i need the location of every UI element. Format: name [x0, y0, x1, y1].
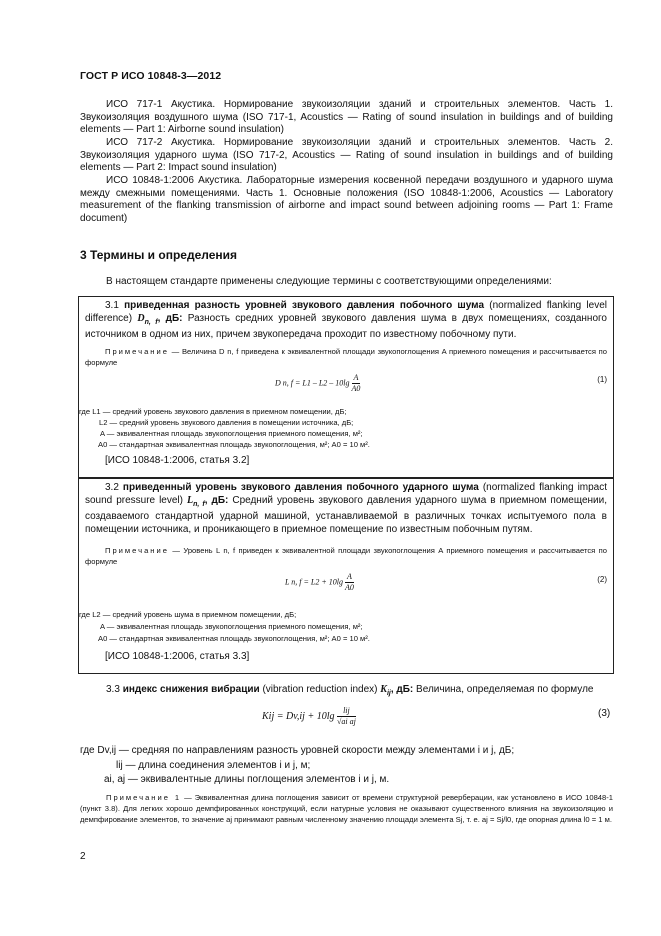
- term-name: приведенный уровень звукового давления побочного ударного шума: [122, 482, 479, 493]
- term-symbol-sub: n, f: [193, 500, 205, 508]
- where-line: где L2 — средний уровень шума в приемном помещении, дБ;: [79, 610, 297, 619]
- term-number: 3.3: [106, 684, 120, 695]
- reference-iso-717-2: ИСО 717-2 Акустика. Нормирование звукоизоляции зданий и строительных элементов. Часть 2. Звукоизоляция ударного шума (ISO 717-2, Acoustics — Rating of sound insulation in buildings and of building elements — Part 2: Impact sound insulation): [80, 137, 613, 174]
- formula-1: [275, 373, 360, 394]
- section-title: 3 Термины и определения: [80, 248, 238, 262]
- equation-number-2: (2): [597, 575, 607, 584]
- fraction-denominator: √ai aj: [336, 717, 356, 726]
- fraction-denominator: A0: [351, 384, 361, 393]
- term-def-text: Разность средних уровней звукового давления шума в двух помещениях, созданного источником в одном из них, причем звукопередача проходит по известному побочному пути.: [85, 312, 607, 341]
- where-line: ai, aj — эквивалентные длины поглощения элементов i и j, м.: [104, 774, 390, 785]
- note-text: — Величина D n, f приведена к эквивалентной площади звукопоглощения A приемного помещения и рассчитывается по формуле: [85, 347, 607, 367]
- term-3-1-source: [ИСО 10848-1:2006, статья 3.2]: [105, 455, 250, 466]
- term-number: 3.1: [105, 300, 119, 311]
- term-unit: , дБ:: [390, 684, 414, 695]
- fraction-numerator: A: [353, 373, 359, 382]
- formula-1-lhs: D n, f = L1 – L2 – 10lg: [275, 378, 350, 388]
- note-text: — Уровень L n, f приведен к эквивалентной площади звукопоглощения A приемного помещения и рассчитывается по формуле: [85, 546, 607, 566]
- note-label: Примечание 1: [106, 793, 182, 802]
- term-symbol: L: [186, 494, 194, 506]
- term-symbol-sub: ij: [386, 690, 391, 697]
- term-def-text: Величина, определяемая по формуле: [416, 684, 594, 695]
- section-intro: В настоящем стандарте применены следующие термины с соответствующими определениями:: [106, 276, 552, 287]
- where-line: A0 — стандартная эквивалентная площадь звукопоглощения, м²; A0 = 10 м².: [98, 634, 370, 643]
- term-3-1-definition: [85, 300, 607, 342]
- term-symbol: D: [137, 312, 145, 324]
- where-line: A — эквивалентная площадь звукопоглощения приемного помещения, м²;: [100, 622, 363, 631]
- term-3-2-definition: [85, 482, 607, 536]
- formula-2-fraction: [345, 572, 354, 593]
- term-box-3-2: [78, 478, 614, 674]
- term-english: (normalized flanking level difference): [85, 300, 607, 324]
- term-3-2-note: [85, 546, 607, 568]
- term-symbol-sub: n, f: [144, 318, 158, 326]
- term-3-2-source: [ИСО 10848-1:2006, статья 3.3]: [105, 651, 250, 662]
- fraction-numerator: lij: [337, 706, 356, 717]
- where-line: где Dv,ij — средняя по направлениям разность уровней скорости между элементами i и j, дБ;: [80, 745, 515, 756]
- note-label: Примечание: [105, 546, 169, 555]
- fraction-denominator: A0: [345, 583, 354, 592]
- term-3-3-definition: [80, 684, 613, 701]
- reference-iso-717-1: ИСО 717-1 Акустика. Нормирование звукоизоляции зданий и строительных элементов. Часть 1. Звукоизоляция воздушного шума (ISO 717-1, Acoustics — Rating of sound insulation in buildings and of building elements — Part 1: Airborne sound insulation): [80, 99, 613, 136]
- term-def-text: Средний уровень звукового давления ударного шума в приемном помещении, создаваемого стандартной ударной машиной, устанавливаемой в различных точках испытуемого пола в помещении источника, и проникающего в приемное помещение по известным побочным путям.: [85, 494, 607, 535]
- where-line: A — эквивалентная площадь звукопоглощения приемного помещения, м²;: [100, 429, 363, 438]
- formula-2: [285, 572, 354, 593]
- note-label: Примечание: [105, 347, 169, 356]
- page-number: 2: [80, 851, 86, 862]
- formula-3-lhs: Kij = Dv,ij + 10lg: [262, 710, 335, 722]
- fraction-numerator: A: [347, 572, 352, 581]
- term-unit: , дБ:: [204, 494, 229, 506]
- term-3-3-note: [80, 793, 613, 825]
- document-header: ГОСТ Р ИСО 10848-3—2012: [80, 70, 222, 82]
- where-line: L2 — средний уровень звукового давления в помещении источника, дБ;: [99, 418, 354, 427]
- term-english: (vibration reduction index): [262, 684, 378, 695]
- term-box-3-1: [78, 296, 614, 478]
- formula-3: [262, 706, 356, 727]
- term-unit: , дБ:: [157, 312, 183, 324]
- where-line: A0 — стандартная эквивалентная площадь звукопоглощения, м²; A0 = 10 м².: [98, 440, 370, 449]
- equation-number-1: (1): [597, 375, 607, 384]
- where-line: lij — длина соединения элементов i и j, м;: [116, 760, 311, 771]
- formula-2-lhs: L n, f = L2 + 10lg: [285, 577, 343, 587]
- formula-3-fraction: [337, 706, 356, 727]
- term-english: (normalized flanking impact sound pressure level): [85, 482, 608, 506]
- reference-iso-10848-1: ИСО 10848-1:2006 Акустика. Лабораторные измерения косвенной передачи воздушного и ударного шума между смежными помещениями. Часть 1. Основные положения (ISO 10848-1:2006, Acoustics — Laboratory measurement of the flanking transmission of airborne and impact sound between adjoining rooms — Part 1: Frame document): [80, 175, 613, 224]
- formula-1-fraction: [352, 373, 361, 394]
- term-name: приведенная разность уровней звукового давления побочного шума: [124, 300, 485, 311]
- note-text: — Эквивалентная длина поглощения зависит от времени структурной реверберации, как установлено в ИСО 10848-1 (пункт 3.8). Для легких хорошо демпфированных конструкций, если натурные условия не оказывают существенного влияния на звукоизоляцию и демпфирование элементов, то значение aj принимают равным численному значению площади элемента Sj, т. е. aj = Sj/l0, где опорная длина l0 = 1 м.: [80, 793, 613, 824]
- term-symbol: K: [380, 684, 387, 695]
- where-line: где L1 — средний уровень звукового давления в приемном помещении, дБ;: [79, 407, 347, 416]
- equation-number-3: (3): [598, 708, 611, 719]
- term-3-1-note: [85, 347, 607, 369]
- term-number: 3.2: [105, 482, 119, 493]
- term-name: индекс снижения вибрации: [122, 684, 260, 695]
